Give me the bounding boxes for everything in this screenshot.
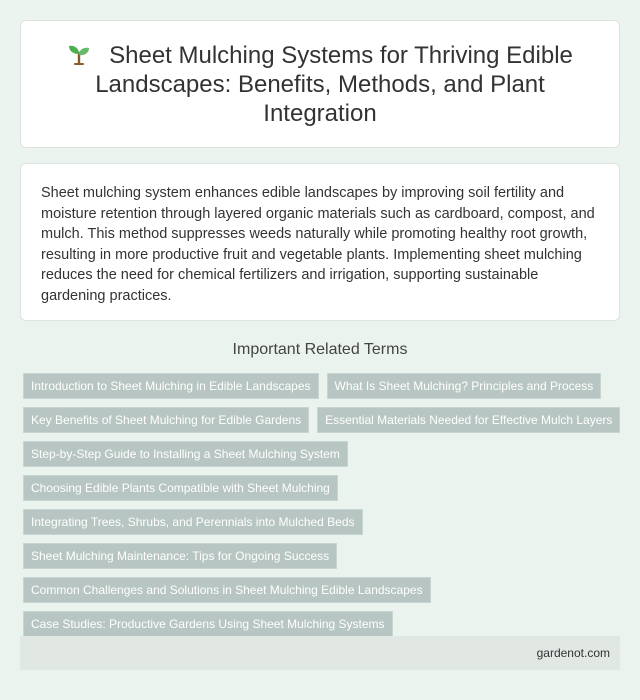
related-term-tag[interactable]: Case Studies: Productive Gardens Using Sheet Mulching Systems: [23, 611, 393, 637]
related-term-tag[interactable]: Step-by-Step Guide to Installing a Sheet Mulching System: [23, 441, 348, 467]
summary-text: Sheet mulching system enhances edible landscapes by improving soil fertility and moisture retention through layered organic materials such as cardboard, compost, and mulch. This method suppresses weeds naturally while promoting healthy root growth, resulting in more productive fruit and vegetable plants. Implementing sheet mulching reduces the need for chemical fertilizers and irrigation, supporting sustainable gardening practices.: [41, 185, 595, 304]
site-name[interactable]: gardenot.com: [536, 646, 610, 660]
related-term-tag[interactable]: Key Benefits of Sheet Mulching for Edible Gardens: [23, 407, 309, 433]
related-term-tag[interactable]: Common Challenges and Solutions in Sheet Mulching Edible Landscapes: [23, 577, 431, 603]
sprout-icon: [67, 42, 91, 66]
footer: [20, 636, 620, 670]
related-term-tag[interactable]: Essential Materials Needed for Effective Mulch Layers: [317, 407, 620, 433]
summary-card: [20, 163, 620, 321]
related-term-tag[interactable]: What Is Sheet Mulching? Principles and Process: [327, 373, 602, 399]
related-term-tag[interactable]: Choosing Edible Plants Compatible with Sheet Mulching: [23, 475, 338, 501]
related-terms-list: [23, 373, 623, 637]
page-title-text: Sheet Mulching Systems for Thriving Edible Landscapes: Benefits, Methods, and Plant Integration: [95, 41, 573, 127]
page-title: [51, 41, 589, 128]
related-terms-heading: Important Related Terms: [232, 341, 408, 358]
related-term-tag[interactable]: Introduction to Sheet Mulching in Edible Landscapes: [23, 373, 319, 399]
related-term-tag[interactable]: Integrating Trees, Shrubs, and Perennials into Mulched Beds: [23, 509, 363, 535]
title-card: [20, 20, 620, 148]
related-term-tag[interactable]: Sheet Mulching Maintenance: Tips for Ongoing Success: [23, 543, 337, 569]
